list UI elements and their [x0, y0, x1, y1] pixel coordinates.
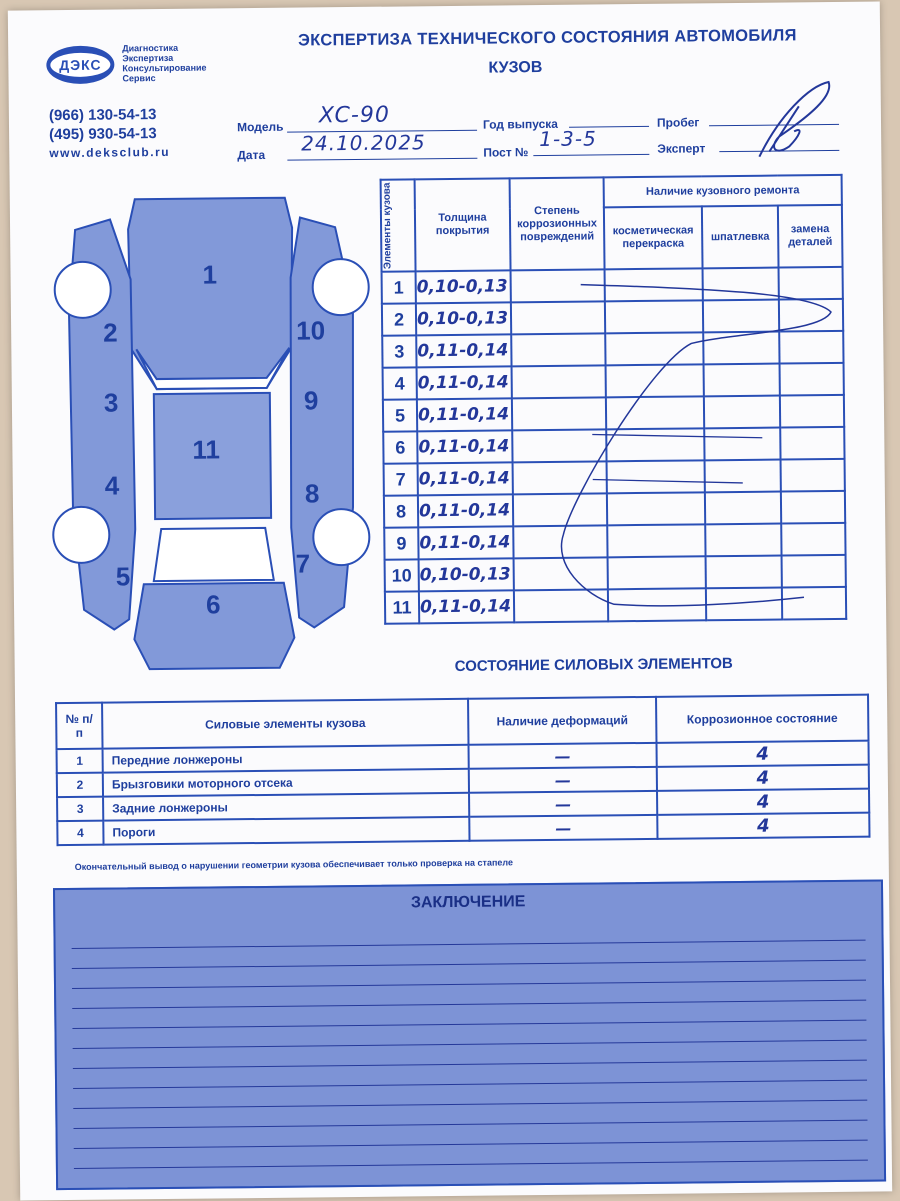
expert-label: Эксперт	[657, 141, 706, 156]
power-element-name: Передние лонжероны	[103, 745, 469, 773]
col-header-thickness: Толщина покрытия	[415, 178, 511, 271]
diagram-label-6: 6	[205, 589, 221, 620]
conclusion-ruled-line	[72, 940, 866, 949]
deformation-value[interactable]: —	[469, 743, 657, 769]
power-row-number: 1	[57, 749, 103, 773]
col-header-corr: Коррозионное состояние	[656, 695, 868, 743]
post-field-line	[533, 154, 649, 156]
deformation-value[interactable]: —	[469, 767, 657, 793]
thickness-value[interactable]: 0,11-0,14	[416, 334, 511, 367]
power-element-name: Задние лонжероны	[103, 793, 469, 821]
logo-text: ДЭКС	[50, 53, 110, 78]
thickness-value[interactable]: 0,11-0,14	[418, 494, 513, 527]
conclusion-title: ЗАКЛЮЧЕНИЕ	[410, 893, 526, 912]
col-header-name: Силовые элементы кузова	[102, 699, 468, 749]
col-header-deform: Наличие деформаций	[468, 697, 656, 745]
element-number: 1	[382, 271, 416, 303]
conclusion-ruled-line	[73, 1080, 867, 1089]
diagram-label-8: 8	[304, 478, 320, 509]
deformation-value[interactable]: —	[469, 791, 657, 817]
diagram-label-1: 1	[202, 259, 218, 290]
car-body-diagram	[40, 187, 375, 690]
conclusion-ruled-line	[73, 1100, 867, 1109]
tagline-line: Сервис	[122, 73, 156, 84]
diagram-label-2: 2	[103, 317, 118, 348]
conclusion-ruled-line	[74, 1140, 868, 1149]
power-row-number: 4	[57, 821, 103, 845]
col-header-corrosion: Степень коррозионных повреждений	[510, 177, 605, 270]
conclusion-ruled-line	[73, 1120, 867, 1129]
inspection-form-sheet	[8, 1, 892, 1200]
date-field-line	[287, 158, 477, 161]
year-label: Год выпуска	[482, 116, 559, 132]
thickness-value[interactable]: 0,11-0,14	[417, 398, 512, 431]
model-label: Модель	[236, 119, 284, 135]
element-number: 9	[384, 527, 418, 559]
diagram-label-9: 9	[303, 385, 319, 416]
conclusion-ruled-line	[72, 1000, 866, 1009]
element-number: 8	[384, 495, 418, 527]
corrosion-state-value[interactable]: 4	[657, 789, 869, 815]
conclusion-box[interactable]	[53, 879, 886, 1190]
conclusion-ruled-line	[72, 1020, 866, 1029]
diagram-label-3: 3	[103, 387, 119, 418]
page-subtitle: КУЗОВ	[488, 59, 543, 77]
thickness-value[interactable]: 0,10-0,13	[416, 270, 511, 303]
element-number: 7	[384, 463, 418, 495]
diagram-label-10: 10	[296, 315, 326, 346]
post-value[interactable]: 1-3-5	[539, 126, 597, 152]
thickness-value[interactable]: 0,11-0,14	[419, 590, 514, 623]
wheel-rear-left	[53, 507, 110, 564]
thickness-value[interactable]: 0,10-0,13	[419, 558, 514, 591]
thickness-value[interactable]: 0,11-0,14	[418, 462, 513, 495]
diagram-label-4: 4	[104, 470, 120, 501]
corrosion-state-value[interactable]: 4	[657, 813, 869, 839]
col-header-cosmetic: косметическая перекраска	[604, 206, 703, 269]
wheel-rear-right	[313, 509, 370, 566]
power-section-title: СОСТОЯНИЕ СИЛОВЫХ ЭЛЕМЕНТОВ	[454, 655, 733, 675]
thickness-value[interactable]: 0,10-0,13	[416, 302, 511, 335]
element-number: 6	[383, 431, 417, 463]
thickness-value[interactable]: 0,11-0,14	[418, 526, 513, 559]
wheel-front-right	[312, 259, 369, 316]
wheel-front-left	[54, 262, 111, 319]
expert-signature	[739, 76, 840, 167]
power-element-name: Пороги	[103, 817, 469, 845]
part-hood	[128, 198, 294, 390]
conclusion-ruled-line	[73, 1040, 867, 1049]
element-number: 3	[382, 335, 416, 367]
conclusion-ruled-line	[72, 980, 866, 989]
date-label: Дата	[237, 147, 266, 163]
conclusion-ruled-line	[72, 960, 866, 969]
deformation-value[interactable]: —	[469, 815, 657, 841]
conclusion-ruled-line	[74, 1160, 868, 1169]
power-row-number: 3	[57, 797, 103, 821]
element-number: 11	[385, 591, 419, 623]
mileage-label: Пробег	[656, 115, 700, 130]
conclusion-ruled-line	[73, 1060, 867, 1069]
deks-logo	[46, 45, 116, 86]
col-header-putty: шпатлевка	[702, 206, 779, 269]
power-row-number: 2	[57, 773, 103, 797]
logo-tagline	[122, 43, 207, 84]
element-number: 10	[385, 559, 419, 591]
website: www.deksclub.ru	[49, 144, 171, 161]
diagram-label-5: 5	[115, 561, 131, 592]
diagram-label-11: 11	[192, 434, 221, 465]
col-header-replace: замена деталей	[778, 205, 843, 268]
page-title: ЭКСПЕРТИЗА ТЕХНИЧЕСКОГО СОСТОЯНИЯ АВТОМОБИЛЯ	[298, 26, 797, 50]
element-number: 5	[383, 399, 417, 431]
col-header-num: № п/п	[56, 703, 102, 749]
col-header-elements: Элементы кузова	[381, 179, 416, 271]
corrosion-state-value[interactable]: 4	[657, 765, 869, 791]
date-value[interactable]: 24.10.2025	[301, 130, 426, 156]
contacts	[49, 105, 170, 163]
power-elements-table	[55, 694, 870, 847]
power-element-name: Брызговики моторного отсека	[103, 769, 469, 797]
model-value[interactable]: XC-90	[318, 102, 391, 129]
post-label: Пост №	[483, 145, 529, 160]
geometry-note: Окончательный вывод о нарушении геометрии кузова обеспечивает только проверка на стапеле	[74, 857, 514, 872]
phone-2: (495) 930-54-13	[49, 125, 157, 144]
thickness-value[interactable]: 0,11-0,14	[417, 366, 512, 399]
tagline-line: Диагностика	[122, 42, 179, 54]
element-number: 2	[382, 303, 416, 335]
tagline-line: Консультирование	[122, 62, 207, 74]
element-number: 4	[383, 367, 417, 399]
diagram-label-7: 7	[295, 548, 311, 579]
col-header-repair-group: Наличие кузовного ремонта	[604, 175, 842, 207]
phone-1: (966) 130-54-13	[48, 106, 157, 125]
thickness-value[interactable]: 0,11-0,14	[417, 430, 512, 463]
handwritten-strike-lines	[551, 272, 855, 635]
tagline-line: Экспертиза	[122, 52, 174, 64]
rear-window	[153, 528, 274, 581]
corrosion-state-value[interactable]: 4	[656, 741, 868, 767]
